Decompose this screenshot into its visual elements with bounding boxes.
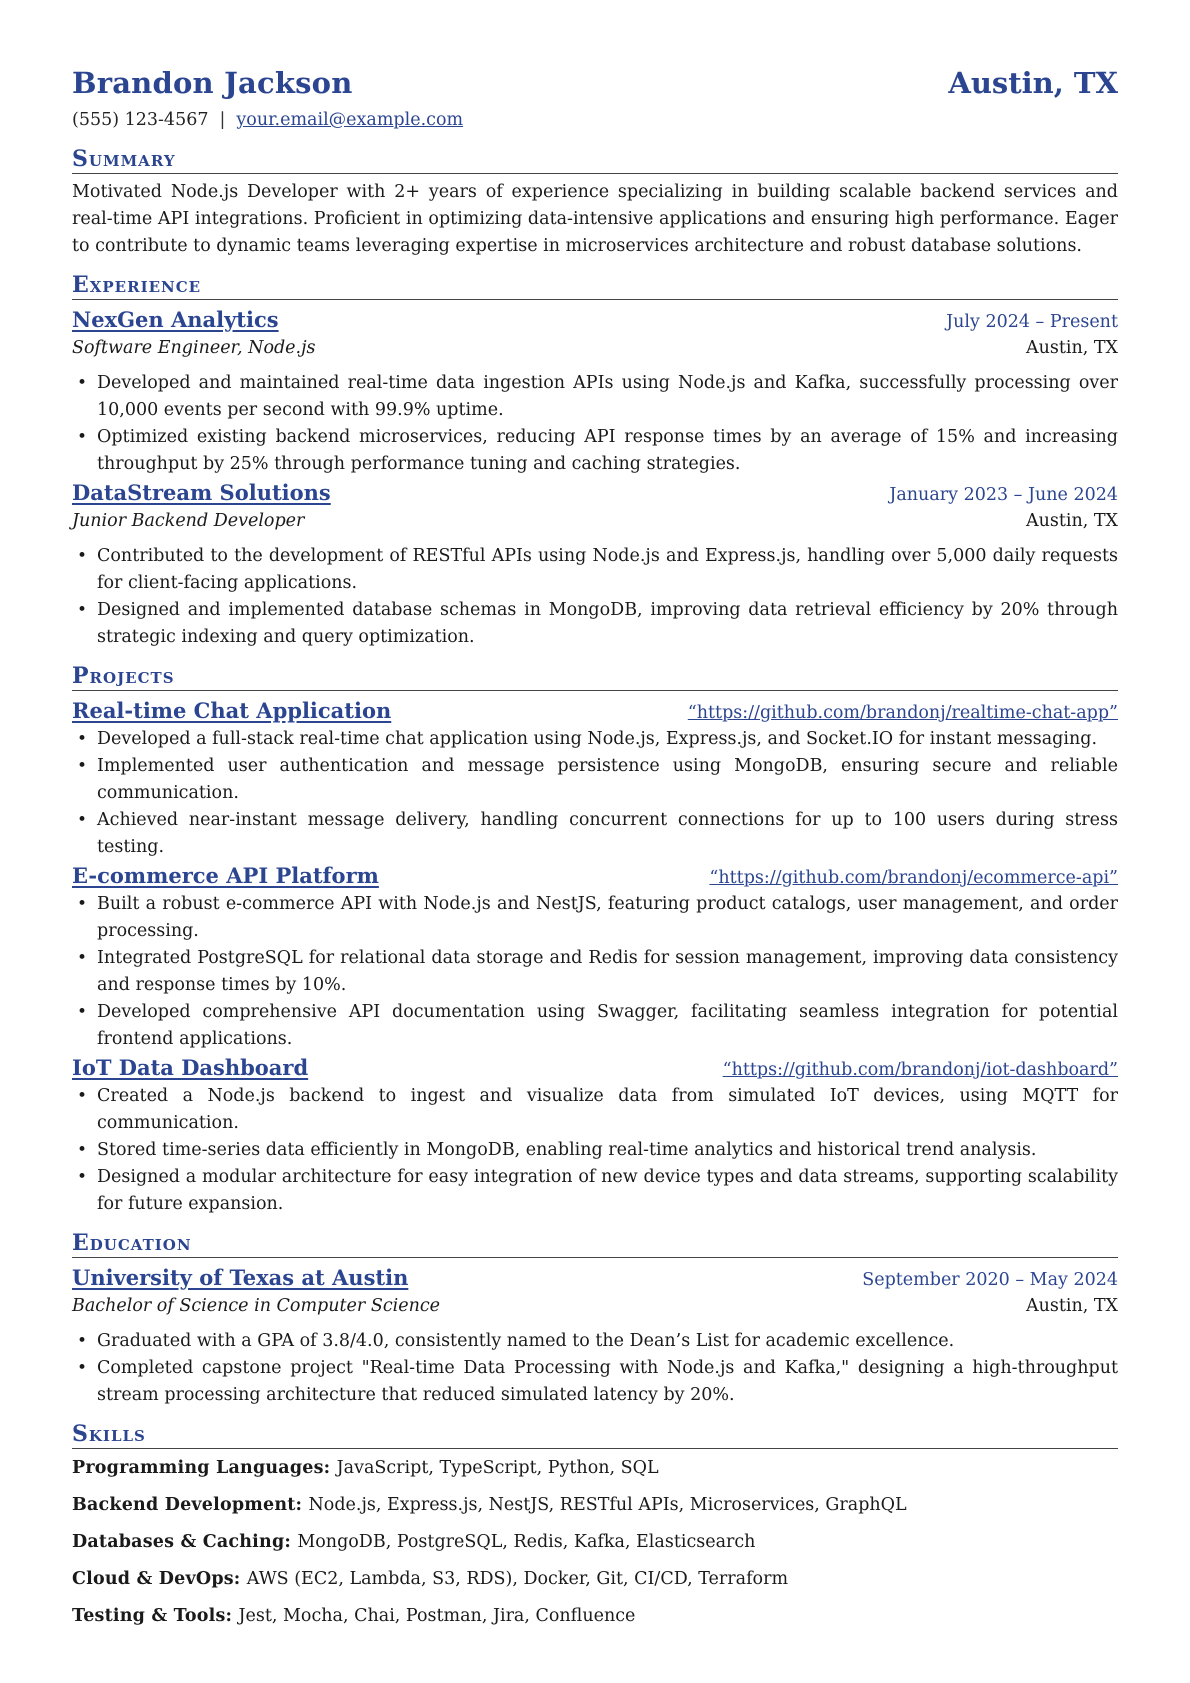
- education-location: Austin, TX: [1025, 1296, 1118, 1316]
- skill-label: Cloud & DevOps:: [72, 1569, 247, 1589]
- skill-value: Node.js, Express.js, NestJS, RESTful APIs, Microservices, GraphQL: [308, 1495, 907, 1515]
- project-name-link[interactable]: IoT Data Dashboard: [72, 1055, 309, 1080]
- resume-header: [72, 66, 1118, 104]
- project-entry: [72, 1053, 1118, 1218]
- skills-section: [72, 1421, 1118, 1630]
- experience-role: Junior Backend Developer: [72, 511, 305, 531]
- bullet-item: • Optimized existing backend microservices, reducing API response times by an average of 15% and increasing throughput by 25% through performance tuning and caching strategies.: [72, 424, 1118, 478]
- bullet-item: • Developed comprehensive API documentation using Swagger, facilitating seamless integration for potential frontend applications.: [72, 999, 1118, 1053]
- section-title-experience: Experience: [72, 272, 1118, 300]
- bullet-item: • Achieved near-instant message delivery, handling concurrent connections for up to 100 users during stress testing.: [72, 807, 1118, 861]
- skill-label: Programming Languages:: [72, 1458, 337, 1478]
- education-section: [72, 1230, 1118, 1409]
- section-title-education: Education: [72, 1230, 1118, 1258]
- bullet-item: • Designed and implemented database schemas in MongoDB, improving data retrieval efficiency by 20% through strategic indexing and query optimization.: [72, 597, 1118, 651]
- bullet-item: • Developed a full-stack real-time chat application using Node.js, Express.js, and Socket.IO for instant messaging.: [72, 726, 1118, 753]
- skill-value: JavaScript, TypeScript, Python, SQL: [336, 1458, 659, 1478]
- project-bullets: [72, 891, 1118, 1053]
- bullet-item: • Developed and maintained real-time data ingestion APIs using Node.js and Kafka, successfully processing over 10,000 events per second with 99.9% uptime.: [72, 370, 1118, 424]
- experience-bullets: [72, 543, 1118, 651]
- project-name-link[interactable]: Real-time Chat Application: [72, 698, 392, 723]
- experience-location: Austin, TX: [1025, 338, 1118, 358]
- resume-page: [72, 66, 1118, 1640]
- section-title-skills: Skills: [72, 1421, 1118, 1449]
- skill-label: Backend Development:: [72, 1495, 309, 1515]
- experience-bullets: [72, 370, 1118, 478]
- project-repo-link[interactable]: “https://github.com/brandonj/iot-dashboard”: [722, 1060, 1118, 1080]
- experience-role: Software Engineer, Node.js: [72, 338, 316, 358]
- bullet-item: • Implemented user authentication and message persistence using MongoDB, ensuring secure and reliable communication.: [72, 753, 1118, 807]
- bullet-item: • Created a Node.js backend to ingest and visualize data from simulated IoT devices, using MQTT for communication.: [72, 1083, 1118, 1137]
- project-bullets: [72, 1083, 1118, 1218]
- education-degree: Bachelor of Science in Computer Science: [72, 1296, 441, 1316]
- candidate-name: Brandon Jackson: [72, 66, 353, 100]
- skill-row: [72, 1492, 1118, 1519]
- skills-list: [72, 1455, 1118, 1630]
- email-link[interactable]: your.email@example.com: [236, 110, 464, 130]
- section-title-projects: Projects: [72, 663, 1118, 691]
- project-bullets: [72, 726, 1118, 861]
- education-bullets: [72, 1328, 1118, 1409]
- projects-section: [72, 663, 1118, 1218]
- skill-row: [72, 1603, 1118, 1630]
- skill-value: Jest, Mocha, Chai, Postman, Jira, Confluence: [238, 1606, 636, 1626]
- education-org-link[interactable]: University of Texas at Austin: [72, 1265, 409, 1290]
- skill-value: AWS (EC2, Lambda, S3, RDS), Docker, Git, CI/CD, Terraform: [246, 1569, 789, 1589]
- experience-entry: [72, 478, 1118, 651]
- project-repo-link[interactable]: “https://github.com/brandonj/ecommerce-api”: [709, 868, 1118, 888]
- candidate-location: Austin, TX: [948, 66, 1118, 100]
- skill-value: MongoDB, PostgreSQL, Redis, Kafka, Elasticsearch: [297, 1532, 756, 1552]
- experience-org-link[interactable]: DataStream Solutions: [72, 480, 331, 505]
- bullet-item: • Integrated PostgreSQL for relational data storage and Redis for session management, improving data consistency and response times by 10%.: [72, 945, 1118, 999]
- bullet-item: • Designed a modular architecture for easy integration of new device types and data streams, supporting scalability for future expansion.: [72, 1164, 1118, 1218]
- experience-dates: January 2023 – June 2024: [889, 485, 1118, 505]
- phone-number: (555) 123-4567: [72, 110, 209, 130]
- project-repo-link[interactable]: “https://github.com/brandonj/realtime-chat-app”: [687, 703, 1118, 723]
- section-title-summary: Summary: [72, 146, 1118, 174]
- experience-section: [72, 272, 1118, 651]
- contact-separator: |: [219, 110, 226, 130]
- contact-line: [72, 110, 1118, 134]
- experience-org-link[interactable]: NexGen Analytics: [72, 307, 279, 332]
- experience-entry: [72, 305, 1118, 478]
- summary-text: Motivated Node.js Developer with 2+ years of experience specializing in building scalable backend services and real-time API integrations. Proficient in optimizing data-intensive applications and ensuring high performance. Eager to contribute to dynamic teams leveraging expertise in microservices architecture and robust database solutions.: [72, 182, 1118, 256]
- project-entry: [72, 861, 1118, 1053]
- bullet-item: • Completed capstone project "Real-time Data Processing with Node.js and Kafka," designing a high-throughput stream processing architecture that reduced simulated latency by 20%.: [72, 1355, 1118, 1409]
- education-dates: September 2020 – May 2024: [862, 1270, 1118, 1290]
- skill-label: Testing & Tools:: [72, 1606, 239, 1626]
- bullet-item: • Built a robust e-commerce API with Node.js and NestJS, featuring product catalogs, user management, and order processing.: [72, 891, 1118, 945]
- skill-row: [72, 1566, 1118, 1593]
- bullet-item: • Graduated with a GPA of 3.8/4.0, consistently named to the Dean’s List for academic excellence.: [72, 1328, 1118, 1355]
- experience-dates: July 2024 – Present: [946, 312, 1118, 332]
- skill-row: [72, 1455, 1118, 1482]
- bullet-item: • Contributed to the development of RESTful APIs using Node.js and Express.js, handling over 5,000 daily requests for client-facing applications.: [72, 543, 1118, 597]
- skill-row: [72, 1529, 1118, 1556]
- project-entry: [72, 696, 1118, 861]
- education-entry: [72, 1263, 1118, 1409]
- project-name-link[interactable]: E-commerce API Platform: [72, 863, 379, 888]
- experience-location: Austin, TX: [1025, 511, 1118, 531]
- bullet-item: • Stored time-series data efficiently in MongoDB, enabling real-time analytics and historical trend analysis.: [72, 1137, 1118, 1164]
- summary-section: [72, 146, 1118, 260]
- skill-label: Databases & Caching:: [72, 1532, 298, 1552]
